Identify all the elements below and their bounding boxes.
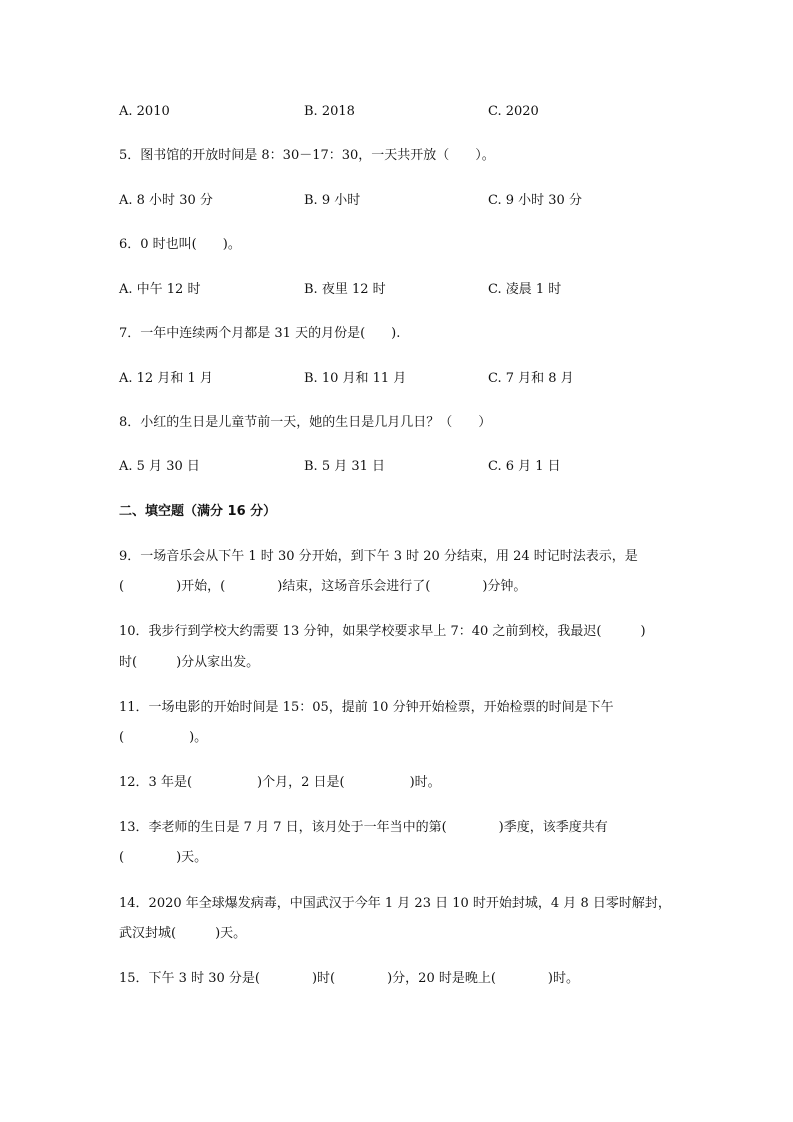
q9-line-2: ( )开始，( )结束，这场音乐会进行了( )分钟。 [119, 579, 527, 594]
q6-option-a: A. 中午 12 时 [119, 282, 201, 297]
q8-option-b: B. 5 月 31 日 [304, 459, 386, 474]
q11-line-1: 11．一场电影的开始时间是 15：05，提前 10 分钟开始检票，开始检票的时间是下午 [119, 700, 614, 715]
q4-option-a: A. 2010 [119, 104, 170, 119]
q7-stem: 7．一年中连续两个月都是 31 天的月份是( ). [119, 326, 401, 341]
q12-line-1: 12．3 年是( )个月，2 日是( )时。 [119, 775, 441, 790]
q10-line-1: 10．我步行到学校大约需要 13 分钟，如果学校要求早上 7：40 之前到校，我最迟( ) [119, 624, 646, 639]
q4-option-c: C. 2020 [488, 104, 539, 119]
q14-line-2: 武汉封城( )天。 [119, 926, 247, 941]
q4-option-b: B. 2018 [304, 104, 355, 119]
q11-line-2: ( )。 [119, 730, 208, 745]
q8-stem: 8．小红的生日是儿童节前一天，她的生日是几月几日？（ ） [119, 415, 492, 430]
section-2-title: 二、填空题（满分 16 分） [119, 504, 277, 519]
q8-option-a: A. 5 月 30 日 [119, 459, 200, 474]
q9-line-1: 9．一场音乐会从下午 1 时 30 分开始，到下午 3 时 20 分结束，用 24 时记时法表示，是 [119, 549, 638, 564]
q6-stem: 6．0 时也叫( )。 [119, 237, 241, 252]
q5-option-c: C. 9 小时 30 分 [488, 193, 582, 208]
q13-line-2: ( )天。 [119, 850, 208, 865]
q13-line-1: 13．李老师的生日是 7 月 7 日，该月处于一年当中的第( )季度，该季度共有 [119, 820, 608, 835]
q5-option-b: B. 9 小时 [304, 193, 361, 208]
q15-line-1: 15．下午 3 时 30 分是( )时( )分，20 时是晚上( )时。 [119, 971, 579, 986]
q7-option-c: C. 7 月和 8 月 [488, 371, 574, 386]
q6-option-c: C. 凌晨 1 时 [488, 282, 562, 297]
q6-option-b: B. 夜里 12 时 [304, 282, 386, 297]
q5-stem: 5．图书馆的开放时间是 8：30－17：30，一天共开放（ ）。 [119, 148, 495, 163]
q7-option-a: A. 12 月和 1 月 [119, 371, 213, 386]
q14-line-1: 14．2020 年全球爆发病毒，中国武汉于今年 1 月 23 日 10 时开始封城，4 月 8 日零时解封， [119, 896, 671, 911]
q7-option-b: B. 10 月和 11 月 [304, 371, 407, 386]
q10-line-2: 时( )分从家出发。 [119, 655, 260, 670]
q5-option-a: A. 8 小时 30 分 [119, 193, 213, 208]
q8-option-c: C. 6 月 1 日 [488, 459, 561, 474]
